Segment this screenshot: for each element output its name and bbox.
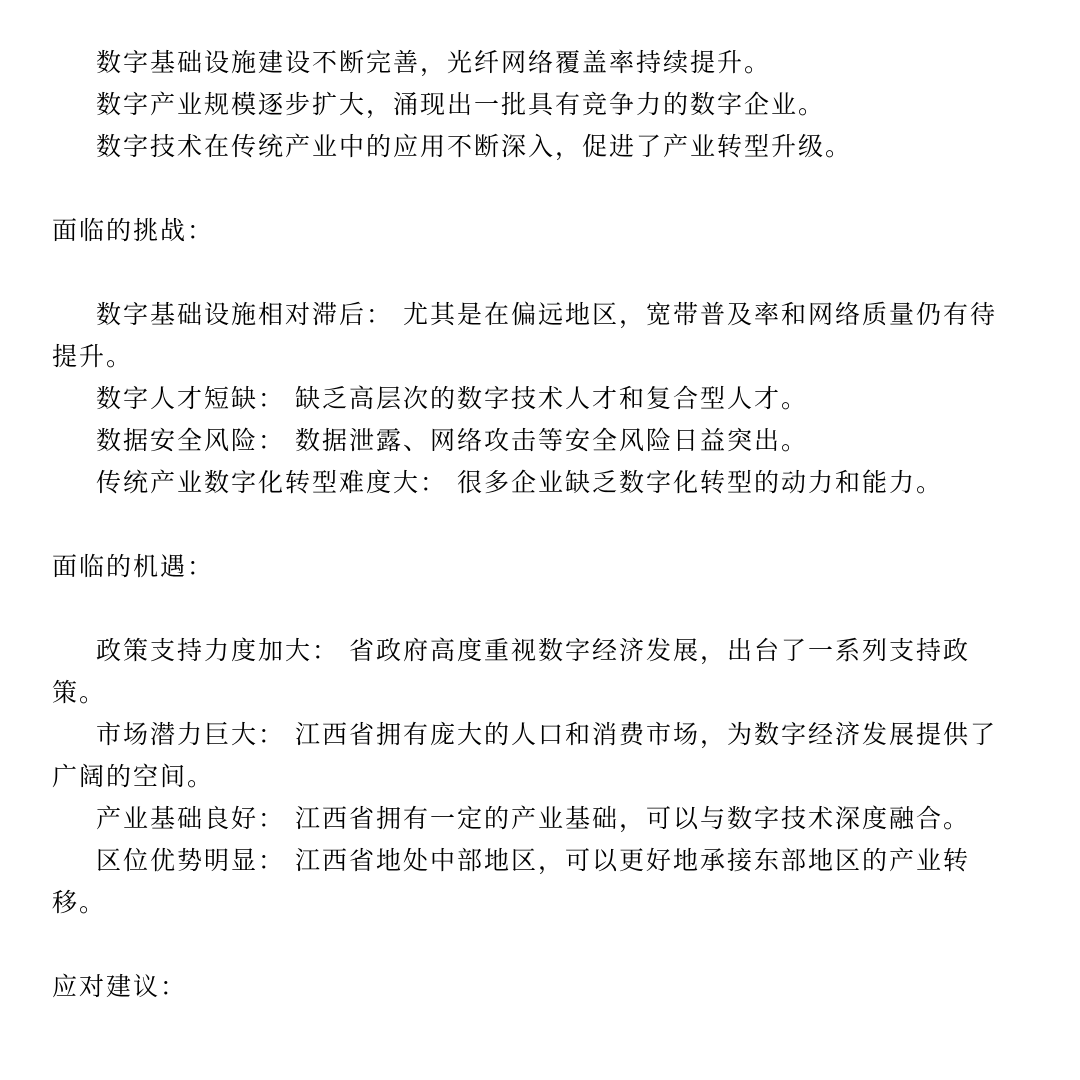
opportunity-item-2: 市场潜力巨大： 江西省拥有庞大的人口和消费市场，为数字经济发展提供了广阔的空间。 bbox=[52, 720, 997, 791]
intro-paragraph-3: 数字技术在传统产业中的应用不断深入，促进了产业转型升级。 bbox=[96, 132, 853, 161]
challenges-heading: 面临的挑战： bbox=[52, 216, 215, 245]
challenge-item-1: 数字基础设施相对滞后： 尤其是在偏远地区，宽带普及率和网络质量仍有待提升。 bbox=[52, 300, 997, 371]
challenges-list bbox=[52, 294, 1012, 504]
challenge-item-3: 数据安全风险： 数据泄露、网络攻击等安全风险日益突出。 bbox=[96, 426, 808, 455]
document-page bbox=[52, 42, 1012, 1008]
opportunity-item-1: 政策支持力度加大： 省政府高度重视数字经济发展，出台了一系列支持政策。 bbox=[52, 636, 970, 707]
opportunity-item-4: 区位优势明显： 江西省地处中部地区，可以更好地承接东部地区的产业转移。 bbox=[52, 846, 970, 917]
intro-paragraph-2: 数字产业规模逐步扩大，涌现出一批具有竞争力的数字企业。 bbox=[96, 90, 826, 119]
opportunities-list bbox=[52, 630, 1012, 924]
challenge-item-4: 传统产业数字化转型难度大： 很多企业缺乏数字化转型的动力和能力。 bbox=[96, 468, 943, 497]
opportunity-item-3: 产业基础良好： 江西省拥有一定的产业基础，可以与数字技术深度融合。 bbox=[96, 804, 970, 833]
intro-paragraph-1: 数字基础设施建设不断完善，光纤网络覆盖率持续提升。 bbox=[96, 48, 772, 77]
suggestions-heading: 应对建议： bbox=[52, 972, 188, 1001]
challenge-item-2: 数字人才短缺： 缺乏高层次的数字技术人才和复合型人才。 bbox=[96, 384, 808, 413]
opportunities-heading: 面临的机遇： bbox=[52, 552, 215, 581]
